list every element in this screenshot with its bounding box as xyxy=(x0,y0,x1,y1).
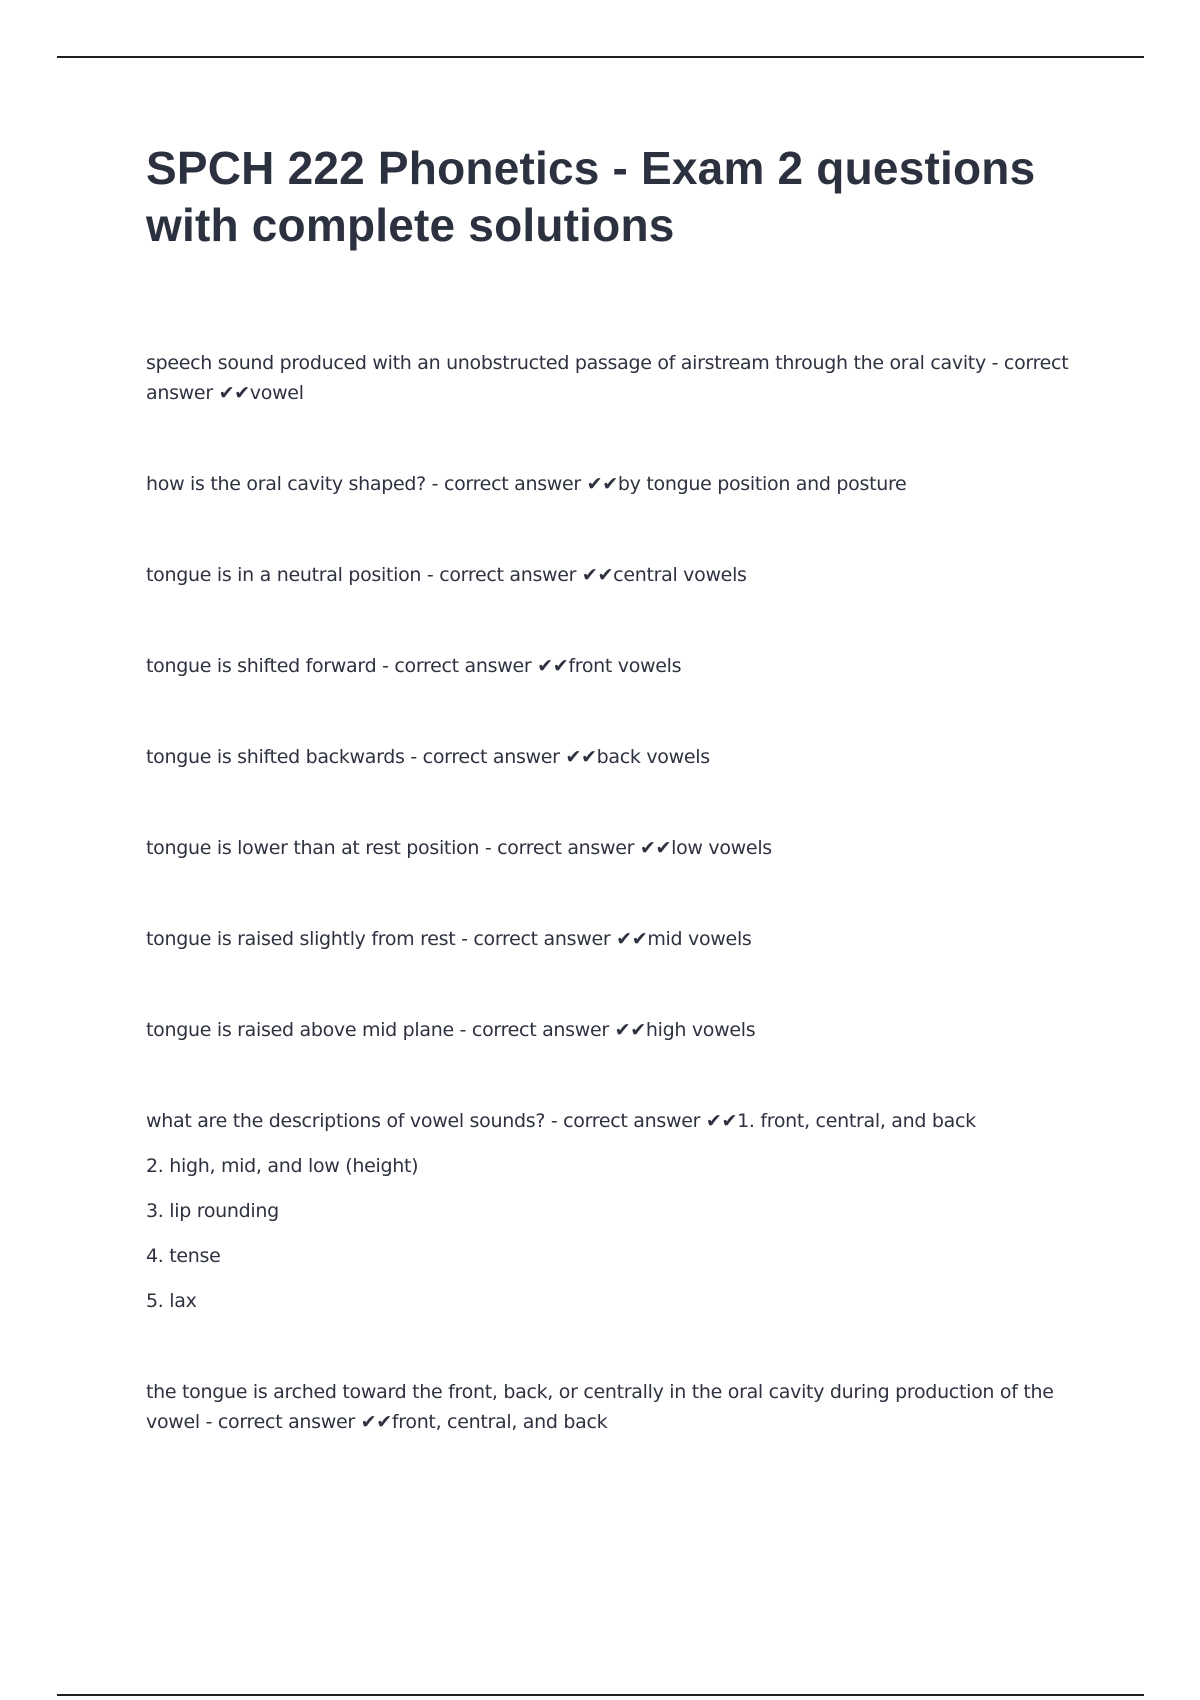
qa-text: tongue is in a neutral position - correct answer ✔✔central vowels xyxy=(146,564,747,586)
qa-text: tongue is lower than at rest position - correct answer ✔✔low vowels xyxy=(146,837,772,859)
qa-extra-line: 4. tense xyxy=(146,1245,221,1267)
qa-item xyxy=(146,1106,1106,1316)
top-rule xyxy=(57,56,1144,58)
document-body xyxy=(146,140,1106,1498)
qa-item xyxy=(146,833,1106,863)
qa-text: tongue is raised slightly from rest - correct answer ✔✔mid vowels xyxy=(146,928,752,950)
bottom-rule xyxy=(57,1694,1144,1696)
qa-text: tongue is shifted forward - correct answer ✔✔front vowels xyxy=(146,655,682,677)
qa-extra-line: 3. lip rounding xyxy=(146,1200,279,1222)
qa-text: how is the oral cavity shaped? - correct answer ✔✔by tongue position and posture xyxy=(146,473,907,495)
qa-extra-line: 2. high, mid, and low (height) xyxy=(146,1155,419,1177)
qa-item xyxy=(146,742,1106,772)
qa-item xyxy=(146,348,1106,408)
qa-item xyxy=(146,924,1106,954)
qa-text: tongue is raised above mid plane - correct answer ✔✔high vowels xyxy=(146,1019,756,1041)
qa-item xyxy=(146,1377,1106,1437)
qa-list xyxy=(146,348,1106,1437)
qa-item xyxy=(146,1015,1106,1045)
document-title: SPCH 222 Phonetics - Exam 2 questions with complete solutions xyxy=(146,142,1036,251)
qa-text: what are the descriptions of vowel sounds? - correct answer ✔✔1. front, central, and back xyxy=(146,1110,976,1132)
qa-text: tongue is shifted backwards - correct answer ✔✔back vowels xyxy=(146,746,710,768)
qa-item xyxy=(146,560,1106,590)
qa-item xyxy=(146,469,1106,499)
qa-text: the tongue is arched toward the front, back, or centrally in the oral cavity during production of the vowel - correct answer ✔✔front, central, and back xyxy=(146,1381,1054,1433)
qa-text: speech sound produced with an unobstructed passage of airstream through the oral cavity - correct answer ✔✔vowel xyxy=(146,352,1069,404)
qa-extra-line: 5. lax xyxy=(146,1290,197,1312)
qa-item xyxy=(146,651,1106,681)
